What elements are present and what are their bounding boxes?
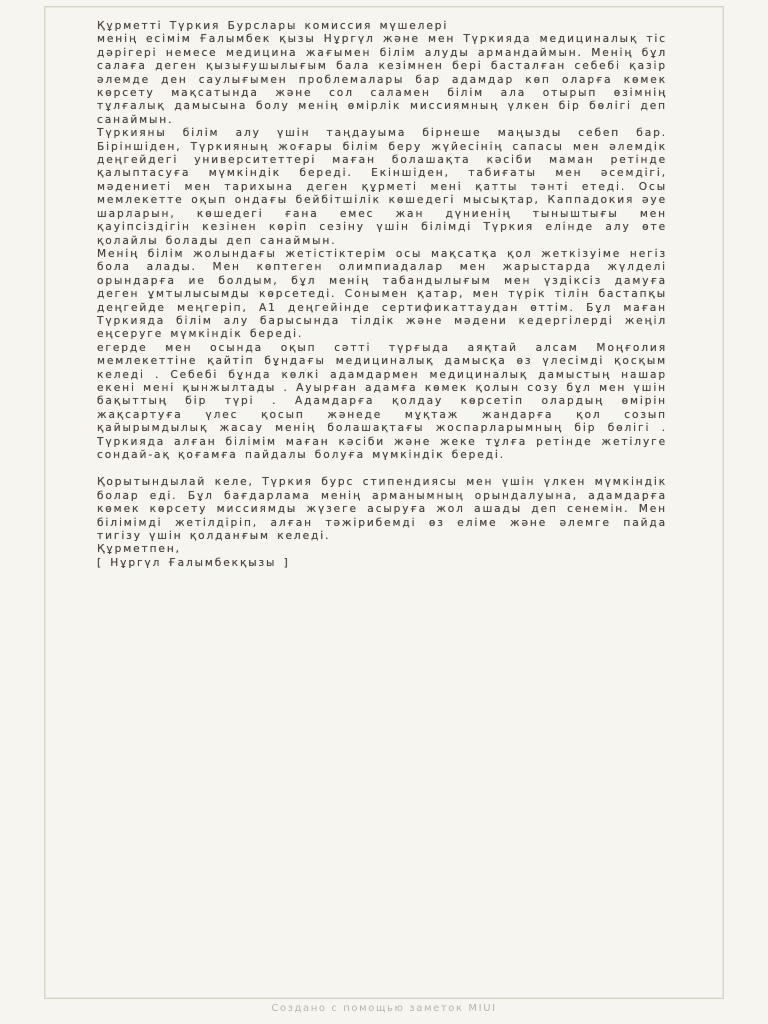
note-closing: Құрметпен,	[97, 543, 181, 556]
note-paragraph-3: Менің білім жолындағы жетістіктерім осы мақсатқа қол жеткізуіме негіз бола алады. Мен көптеген олимпиадалар мен жарыстарда жүлделі орындарға ие болдым, бұл менің табандылығым мен үздіксіз дамуға деген ұмтылысымды көрсетеді. Сонымен қатар, мен түрік тілін бастапқы деңгейде меңгеріп, А1 деңгейінде сертификаттаудан өттім. Бұл маған Түркияда білім алу барысында тілдік және мәдени кедергілерді жеңіл еңсеруге мүмкіндік береді.	[97, 247, 667, 341]
note-paragraph-1: менің есімім Ғалымбек қызы Нұргүл және мен Түркияда медициналық тіс дәрігері немесе медицина жағымен білім алуды армандаймын. Менің бұл салаға деген қызығушылығым бала кезімнен бері басталған себебі қазір әлемде ден саулығымен проблемалары бар адамдар көп оларға көмек көрсету мақсатында және сол саламен білім ала отырып өзімнің тұлғалық дамысына болу менің өмірлік миссиямның үлкен бір бөлігі деп санаймын.	[97, 33, 667, 126]
note-paragraph-2: Түркияны білім алу үшін таңдауыма бірнеше маңызды себеп бар. Біріншіден, Түркияның жоғары білім беру жүйесінің сапасы мен әлемдік деңгейдегі университеттері маған болашақта кәсіби маман ретінде қалыптасуға мүмкіндік береді. Екіншіден, табиғаты мен әсемдігі, мәдениеті мен тарихына деген құрметі мені қатты тәнті етеді. Осы мемлекетте оқып ондағы бейбітшілік көшедегі мысықтар, Каппадокия әуе шарларын, көшедегі ғана емес жан дүниенің тыныштығы мен қауіпсіздігін кезінен көріп сезіну үшін білімді Түркия елінде алу өте қолайлы болады деп санаймын.	[97, 127, 667, 247]
note-body[interactable]	[97, 20, 667, 960]
note-greeting: Құрметті Түркия Бурслары комиссия мүшелері	[97, 20, 449, 32]
miui-notes-footer: Создано с помощью заметок MIUI	[271, 1003, 497, 1014]
note-signature: [ Нұргүл Ғалымбекқызы ]	[97, 556, 290, 569]
note-paragraph-4: егерде мен осында оқып сәтті түрғыда аяқтай алсам Моңғолия мемлекеттіне қайтіп бұндағы медициналық дамысқа өз үлесімді қосқым келеді . Себебі бұнда көлкі адамдармен медициналық дамыстың нашар екені мені қынжылтады . Ауырған адамға көмек қолын созу бұл мен үшін бақыттың бір түрі . Адамдарға қолдау көрсетіп олардың өмірін жақсартуға үлес қосып жәнеде мұқтаж жандарға қол созып қайырымдылық жасау менің болашақтағы жоспарларымның бір бөлігі . Түркияда алған білімім маған кәсіби және жеке тұлға ретінде жетілуге сондай-ақ қоғамға пайдалы болуға мүмкіндік береді.	[97, 341, 667, 461]
note-paragraph-5: Қорытындылай келе, Түркия бурс стипендиясы мен үшін үлкен мүмкіндік болар еді. Бұл бағдарлама менің арманымның орындалуына, адамдарға көмек көрсету миссиямды жүзеге асыруға жол ашады деп сенемін. Мен білімімді жетілдіріп, алған тәжірибемді өз еліме және әлемге пайда тигізу үшін қолданғым келеді.	[97, 476, 667, 543]
